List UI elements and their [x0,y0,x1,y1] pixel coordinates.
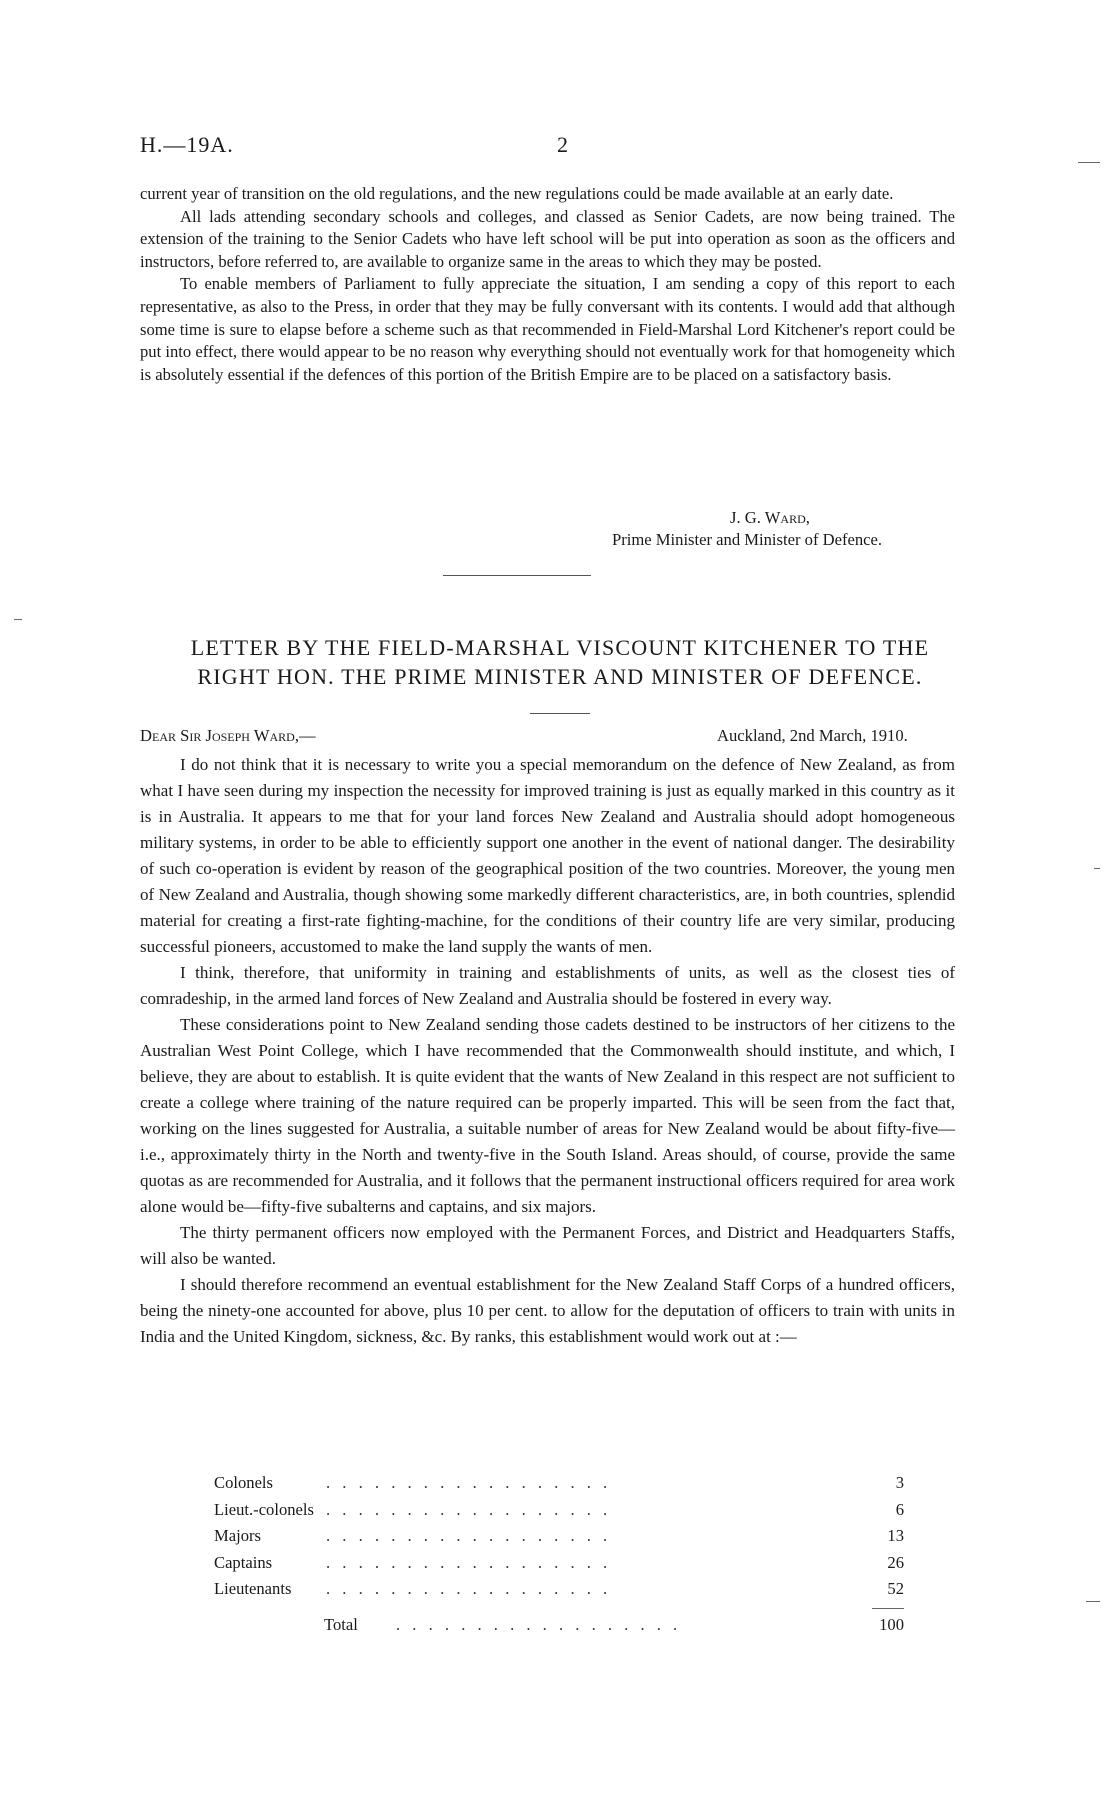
total-row [214,1612,904,1639]
section-divider [443,575,591,576]
dot-leader: . . . . . . . . . . . . . . . . . . [326,1526,612,1545]
letter-paragraph: These considerations point to New Zealand sending those cadets destined to be instructors of her citizens to the Australian West Point College, which I have recommended that the Commonwealth should institute, and which, I believe, they are about to establish. It is quite evident that the wants of New Zealand in this respect are not sufficient to create a college where training of the nature required can be properly imparted. This will be seen from the fact that, working on the lines suggested for Australia, a suitable number of areas for New Zealand would be about fifty-five—i.e., approximately thirty in the North and twenty-five in the South Island. Areas should, of course, provide the same quotas as are recommended for Australia, and it follows that the permanent instructional officers required for area work alone would be—fifty-five subalterns and captains, and six majors. [140,1015,955,1216]
letter-paragraph: I should therefore recommend an eventual establishment for the New Zealand Staff Corps of a hundred officers, being the ninety-one accounted for above, plus 10 per cent. to allow for the deputation of officers to train with units in India and the United Kingdom, sickness, &c. By ranks, this establishment would work out at :— [140,1275,955,1346]
letter-title-line: LETTER BY THE FIELD-MARSHAL VISCOUNT KITCHENER TO THE [190,635,930,660]
letter-paragraph: I do not think that it is necessary to write you a special memorandum on the defence of New Zealand, as from what I have seen during my inspection the necessity for improved training is just as equally marked in this country as it is in Australia. It appears to me that for your land forces New Zealand and Australia should adopt homogeneous military systems, in order to be able to efficiently support one another in the event of national danger. The desirability of such co-operation is evident by reason of the geographical position of the two countries. Moreover, the young men of New Zealand and Australia, though showing some markedly different characteristics, are, in both countries, splendid material for creating a first-rate fighting-machine, for the conditions of their country life are very similar, producing successful pioneers, accustomed to make the land supply the wants of men. [140,755,955,956]
page-number: 2 [557,132,568,157]
dot-leader: . . . . . . . . . . . . . . . . . . [326,1499,612,1519]
intro-text [140,183,955,386]
dot-leader: . . . . . . . . . . . . . . . . . . [326,1473,612,1492]
title-divider [530,713,590,714]
margin-mark [14,619,22,620]
margin-mark [1078,162,1100,163]
letter-body [140,752,955,1350]
rank-label: Captains [214,1552,273,1572]
rank-label: Majors [214,1526,262,1545]
rank-label: Colonels [214,1473,274,1492]
margin-mark [1086,1601,1100,1602]
total-rule [872,1608,904,1609]
table-row [214,1470,904,1497]
rank-count: 6 [895,1499,904,1519]
document-reference: H.—19A. [140,132,234,157]
margin-mark [1094,868,1100,869]
letter-paragraph: I think, therefore, that uniformity in training and establishments of units, as well as the closest ties of comradeship, in the armed land forces of New Zealand and Australia should be fostered in every way. [140,963,955,1008]
letter-dateline: Auckland, 2nd March, 1910. [717,726,908,745]
rank-label: Lieutenants [214,1579,292,1598]
dot-leader: . . . . . . . . . . . . . . . . . . [396,1615,682,1634]
letter-paragraph: The thirty permanent officers now employed with the Permanent Forces, and District and Headquarters Staffs, will also be wanted. [140,1223,955,1268]
rank-label: Lieut.-colonels [214,1499,314,1519]
rank-count: 52 [887,1579,904,1598]
intro-paragraph: All lads attending secondary schools and colleges, and classed as Senior Cadets, are now being trained. The extension of the training to the Senior Cadets who have left school will be put into operation as soon as the officers and instructors, before referred to, are available to organize same in the areas to which they may be posted. [140,206,955,271]
dot-leader: . . . . . . . . . . . . . . . . . . [326,1552,612,1572]
table-row [214,1576,904,1603]
total-label: Total [324,1615,358,1634]
rank-count: 13 [887,1526,904,1545]
ranks-table [214,1470,904,1603]
intro-paragraph: current year of transition on the old regulations, and the new regulations could be made available at an early date. [140,184,894,203]
dot-leader: . . . . . . . . . . . . . . . . . . [326,1579,612,1598]
signatory-name: J. G. Ward, [730,508,810,527]
rank-count: 26 [887,1552,904,1572]
table-row [214,1497,904,1524]
intro-paragraph: To enable members of Parliament to fully appreciate the situation, I am sending a copy of this report to each representative, as also to the Press, in order that they may be fully conversant with its contents. I would add that although some time is sure to elapse before a scheme such as that recommended in Field-Marshal Lord Kitchener's report could be put into effect, there would appear to be no reason why everything should not eventually work for that homogeneity which is absolutely essential if the defences of this portion of the British Empire are to be placed on a satisfactory basis. [140,274,955,384]
rank-count: 3 [895,1473,904,1492]
table-row [214,1523,904,1550]
letter-salutation: Dear Sir Joseph Ward,— [140,726,316,745]
page-header [140,132,960,162]
signatory-title: Prime Minister and Minister of Defence. [612,530,883,549]
table-row [214,1550,904,1577]
letter-title-line: RIGHT HON. THE PRIME MINISTER AND MINISTER OF DEFENCE. [197,664,923,689]
total-count: 100 [879,1615,904,1634]
letter-title [140,633,980,691]
